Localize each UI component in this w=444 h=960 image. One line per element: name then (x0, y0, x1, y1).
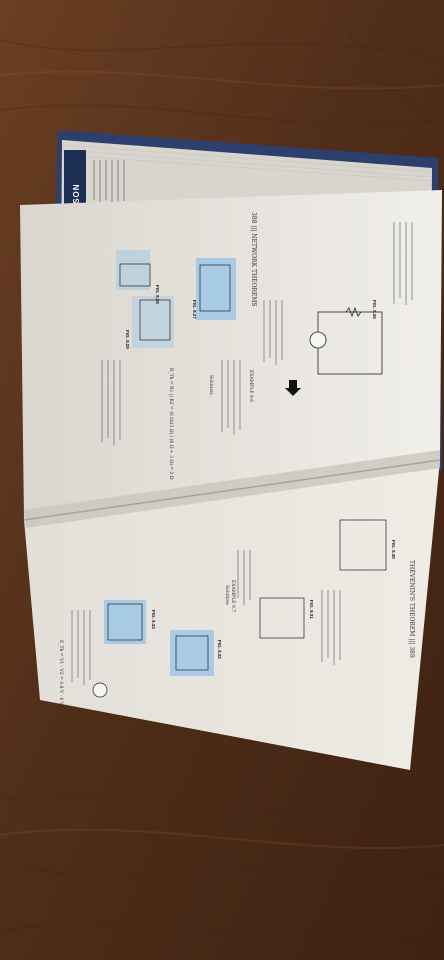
right-figure-label-1: FIG. 9.30 (391, 540, 396, 559)
left-figure-label-2: FIG. 9.27 (192, 300, 197, 319)
right-figure-highlight-2 (104, 600, 146, 644)
right-solution-label: Solution: (224, 585, 229, 606)
left-example-heading: EXAMPLE 9.6 (248, 370, 253, 403)
left-figure-label-4: FIG. 9.29 (125, 330, 130, 349)
left-equation: R_Th = R1 || R2 = (6 Ω)(3 Ω) / (6 Ω + 3 Ω) = 2 Ω (168, 368, 173, 480)
left-figure-label-3: FIG. 9.28 (155, 285, 160, 304)
left-running-head: 388 ||| NETWORK THEOREMS (250, 212, 257, 307)
right-example-heading: EXAMPLE 9.7 (230, 580, 235, 613)
right-source-symbol (93, 683, 107, 697)
right-running-head: THÉVENIN'S THEOREM ||| 389 (408, 560, 415, 658)
right-equation: E_Th = V1 - V2 = 4.8 V - 6 V = -1.2 V (58, 640, 63, 726)
right-figure-label-3: FIG. 9.32 (217, 640, 222, 659)
right-figure-label-2: FIG. 9.31 (309, 600, 314, 619)
left-figure-label-1: FIG. 9.26 (372, 300, 377, 319)
right-figure-highlight-1 (170, 630, 214, 676)
left-solution-label: Solution: (208, 375, 213, 396)
source-symbol (310, 332, 326, 348)
figure-highlight-3 (116, 250, 150, 290)
right-figure-label-4: FIG. 9.33 (151, 610, 156, 629)
